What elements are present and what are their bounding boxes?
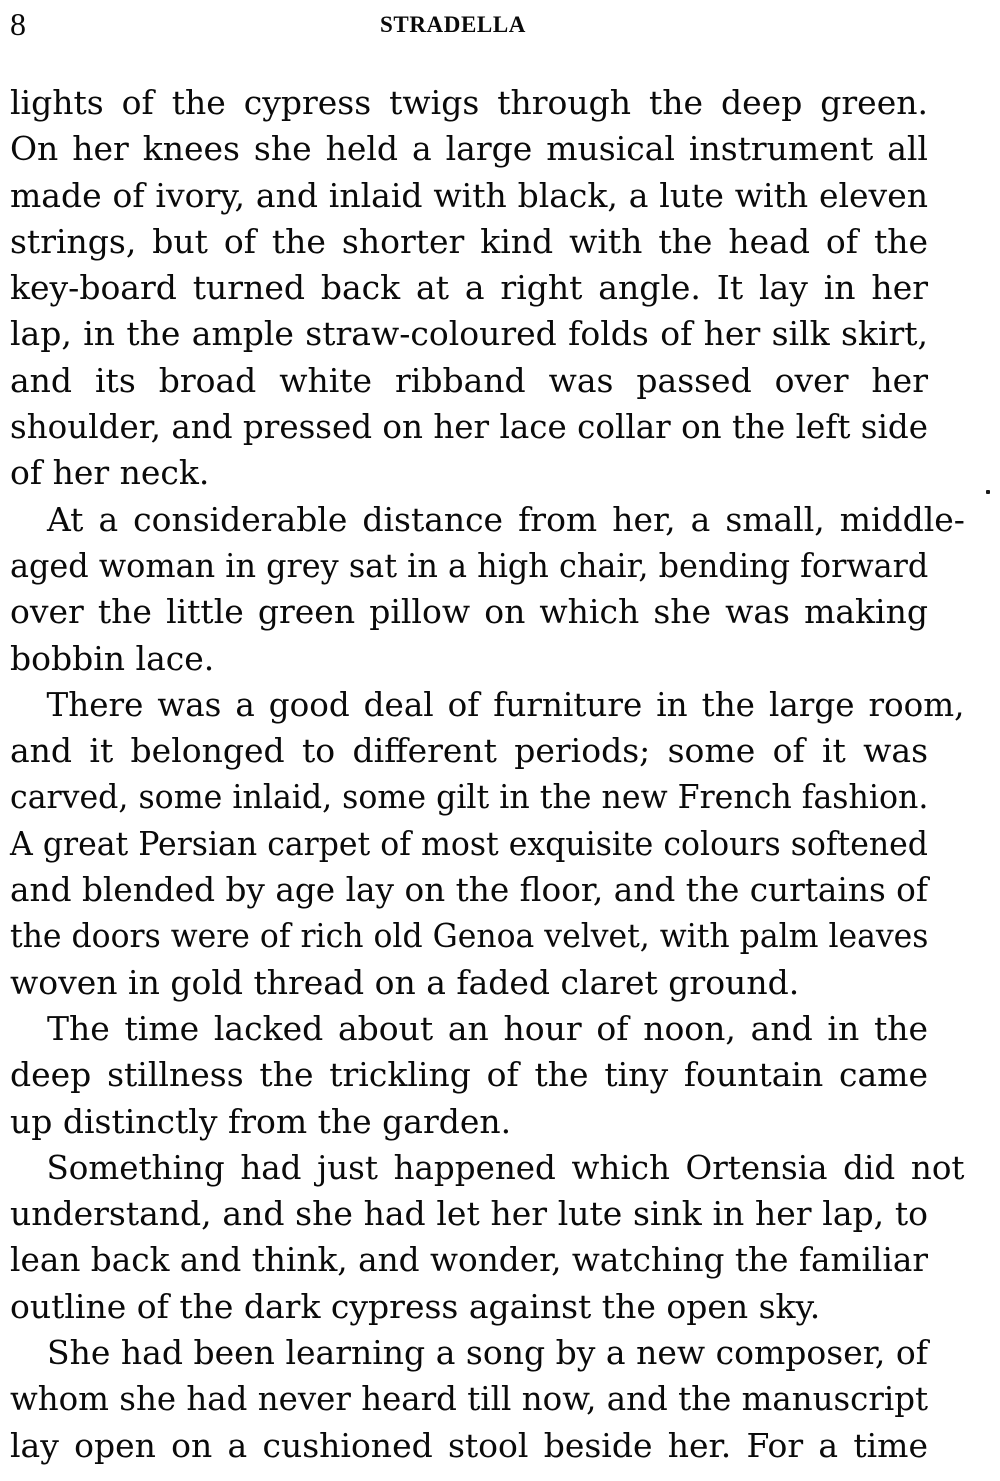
text-line: shoulder, and pressed on her lace collar on the left side bbox=[10, 407, 928, 447]
paragraph bbox=[10, 497, 965, 682]
text-line: lights of the cypress twigs through the deep green. bbox=[10, 83, 928, 122]
paragraph bbox=[10, 1145, 965, 1330]
text-line: deep stillness the trickling of the tiny fountain came bbox=[10, 1055, 928, 1095]
running-head: STRADELLA bbox=[380, 12, 526, 37]
paragraph bbox=[10, 682, 965, 1006]
text-line: up distinctly from the garden. bbox=[10, 1101, 512, 1141]
text-line: key-board turned back at a right angle. It lay in her bbox=[10, 268, 928, 308]
text-line: lay open on a cushioned stool beside her. For a time bbox=[10, 1425, 928, 1465]
paragraph bbox=[10, 1330, 928, 1469]
text-line: bobbin lace. bbox=[10, 638, 215, 678]
text-line: understand, and she had let her lute sink in her lap, to bbox=[10, 1194, 928, 1234]
text-line: outline of the dark cypress against the open sky. bbox=[10, 1286, 821, 1326]
text-line: of her neck. bbox=[10, 453, 210, 493]
text-line: Something had just happened which Ortensia did not bbox=[46, 1147, 965, 1187]
body-text bbox=[10, 80, 965, 1469]
text-line: lap, in the ample straw-coloured folds of her silk skirt, bbox=[10, 314, 928, 354]
text-line: and it belonged to different periods; some of it was bbox=[10, 731, 928, 771]
text-line: over the little green pillow on which she was making bbox=[10, 592, 928, 632]
text-line: At a considerable distance from her, a small, middle- bbox=[46, 499, 965, 539]
text-line: made of ivory, and inlaid with black, a lute with eleven bbox=[10, 175, 928, 215]
paragraph bbox=[10, 80, 928, 497]
page-number: 8 bbox=[10, 6, 26, 42]
paragraph bbox=[10, 1006, 928, 1145]
text-line: and blended by age lay on the floor, and the curtains of bbox=[10, 870, 928, 910]
page-header bbox=[10, 4, 936, 44]
text-line: She had been learning a song by a new composer, of bbox=[47, 1333, 928, 1373]
text-line: The time lacked about an hour of noon, and in the bbox=[47, 1008, 928, 1048]
text-line: A great Persian carpet of most exquisite colours softened bbox=[10, 823, 928, 863]
text-line: lean back and think, and wonder, watching the familiar bbox=[10, 1240, 928, 1280]
text-line: strings, but of the shorter kind with the head of the bbox=[10, 221, 928, 261]
text-line: woven in gold thread on a faded claret ground. bbox=[10, 962, 800, 1002]
text-line: whom she had never heard till now, and the manuscript bbox=[10, 1379, 928, 1419]
text-line: On her knees she held a large musical instrument all bbox=[10, 129, 928, 169]
text-line: the doors were of rich old Genoa velvet, with palm leaves bbox=[10, 916, 929, 956]
text-line: and its broad white ribband was passed over her bbox=[10, 360, 928, 400]
text-line: carved, some inlaid, some gilt in the new French fashion. bbox=[10, 777, 929, 817]
text-line: There was a good deal of furniture in the large room, bbox=[46, 684, 965, 724]
margin-speck bbox=[986, 490, 990, 494]
text-line: aged woman in grey sat in a high chair, bending forward bbox=[10, 545, 929, 585]
